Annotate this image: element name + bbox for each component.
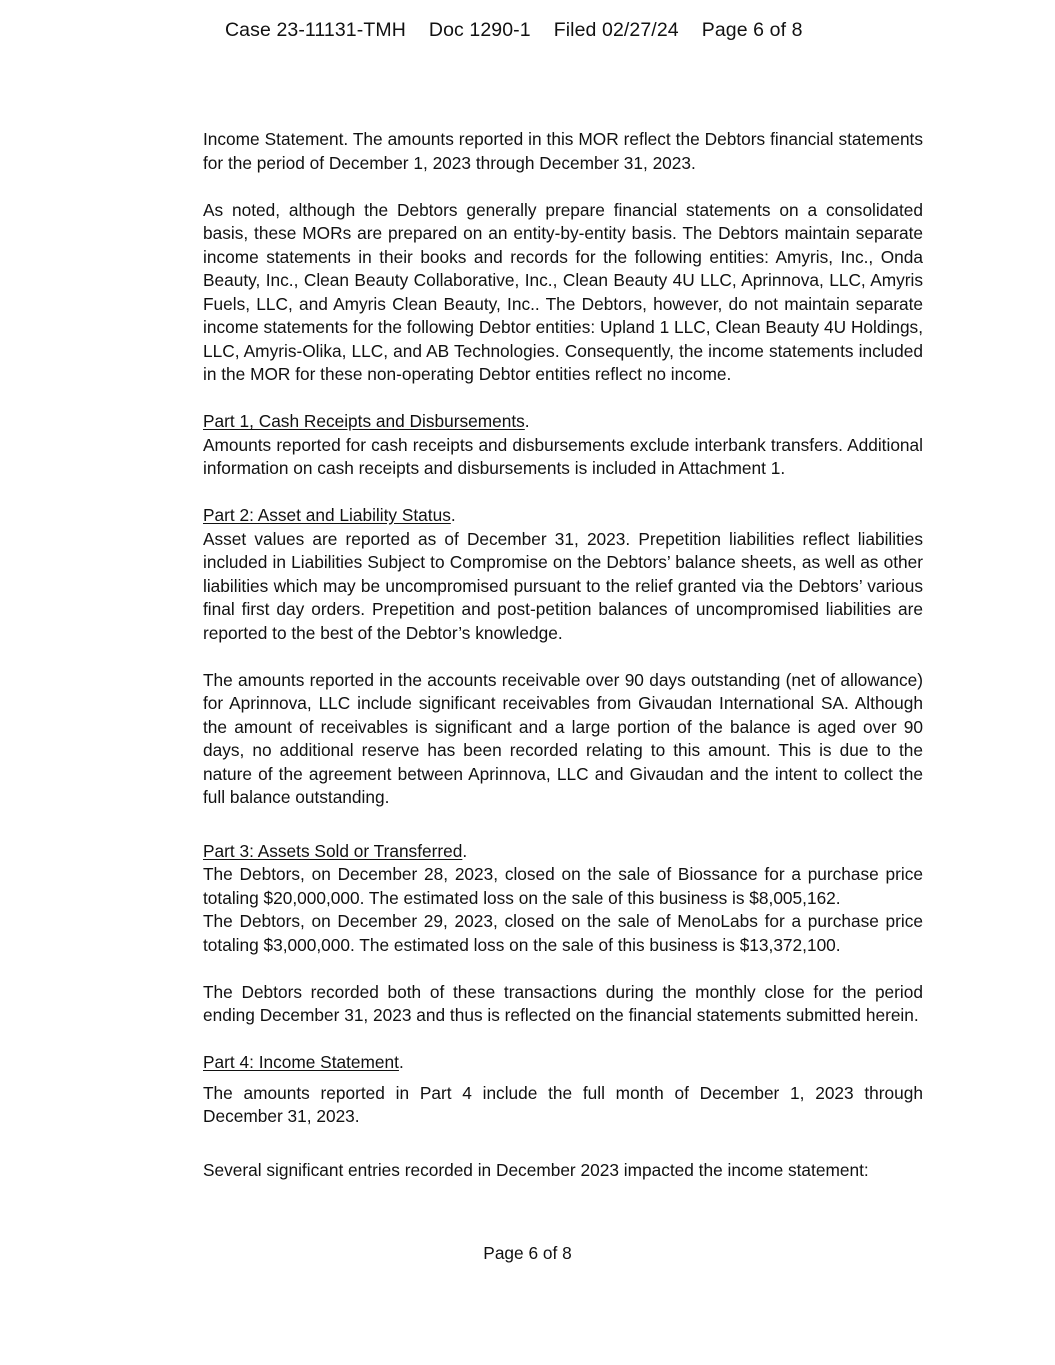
- part3-heading: Part 3: Assets Sold or Transferred: [203, 840, 463, 861]
- part3-paragraph-1b: The Debtors, on December 29, 2023, closed on the sale of MenoLabs for a purchase price totaling $3,000,000. The estimated loss on the sale of this business is $13,372,100.: [203, 911, 923, 955]
- part4-paragraph-1: The amounts reported in Part 4 include the full month of December 1, 2023 through December 31, 2023.: [203, 1082, 923, 1126]
- intro-paragraph-2: As noted, although the Debtors generally prepare financial statements on a consolidated basis, these MORs are prepared on an entity-by-entity basis. The Debtors maintain separate income statements in their books and records for the following entities: Amyris, Inc., Onda Beauty, Inc., Clean Beauty Collaborative, Inc., Clean Beauty 4U LLC, Aprinnova, LLC, Amyris Fuels, LLC, and Amyris Clean Beauty, Inc.. The Debtors, however, do not maintain separate income statements for the following Debtor entities: Upland 1 LLC, Clean Beauty 4U Holdings, LLC, Amyris-Olika, LLC, and AB Technologies. Consequently, the income statements included in the MOR for these non-operating Debtor entities reflect no income.: [203, 199, 923, 384]
- part1-heading: Part 1, Cash Receipts and Disbursements: [203, 411, 525, 431]
- part1-paragraph: Amounts reported for cash receipts and disbursements exclude interbank transfers. Additional information on cash receipts and disbursements is included in Attachment 1.: [203, 434, 923, 478]
- doc-number: Doc 1290-1: [428, 19, 531, 41]
- document-body: [203, 128, 923, 1182]
- part3-paragraph-2: The Debtors recorded both of these transactions during the monthly close for the period ending December 31, 2023 and thus is reflected on the financial statements submitted herein.: [203, 981, 923, 1025]
- part4-heading: Part 4: Income Statement: [203, 1052, 399, 1072]
- case-number: Case 23-11131-TMH: [225, 19, 406, 41]
- intro-paragraph-1: Income Statement. The amounts reported in this MOR reflect the Debtors financial statements for the period of December 1, 2023 through December 31, 2023.: [203, 129, 923, 173]
- part2-paragraph-2: The amounts reported in the accounts receivable over 90 days outstanding (net of allowance) for Aprinnova, LLC include significant receivables from Givaudan International SA. Although the amount of receivables is significant and a large portion of the balance is aged over 90 days, no additional reserve has been recorded relating to this amount. This is due to the nature of the agreement between Aprinnova, LLC and Givaudan and the intent to collect the full balance outstanding.: [203, 669, 923, 807]
- case-header: [225, 19, 803, 42]
- part4-heading-line: Part 4: Income Statement.: [203, 1052, 404, 1072]
- part4-paragraph-2: Several significant entries recorded in December 2023 impacted the income statement:: [203, 1159, 869, 1180]
- part1-heading-line: Part 1, Cash Receipts and Disbursements.: [203, 411, 530, 431]
- part2-paragraph-1: Asset values are reported as of December 31, 2023. Prepetition liabilities reflect liabilities included in Liabilities Subject to Compromise on the Debtors’ balance sheets, as well as other liabilities which may be uncompromised pursuant to the relief granted via the Debtors’ various final first day orders. Prepetition and post-petition balances of uncompromised liabilities are reported to the best of the Debtor’s knowledge.: [203, 528, 923, 643]
- page-footer: Page 6 of 8: [483, 1243, 572, 1263]
- header-page-number: Page 6 of 8: [701, 19, 803, 41]
- part3-heading-line: Part 3: Assets Sold or Transferred.: [203, 840, 468, 861]
- part2-heading: Part 2: Asset and Liability Status: [203, 505, 451, 525]
- part2-heading-line: Part 2: Asset and Liability Status.: [203, 505, 456, 525]
- part3-paragraph-1a: The Debtors, on December 28, 2023, closed on the sale of Biossance for a purchase price totaling $20,000,000. The estimated loss on the sale of this business is $8,005,162.: [203, 864, 923, 908]
- filed-date: Filed 02/27/24: [553, 19, 679, 41]
